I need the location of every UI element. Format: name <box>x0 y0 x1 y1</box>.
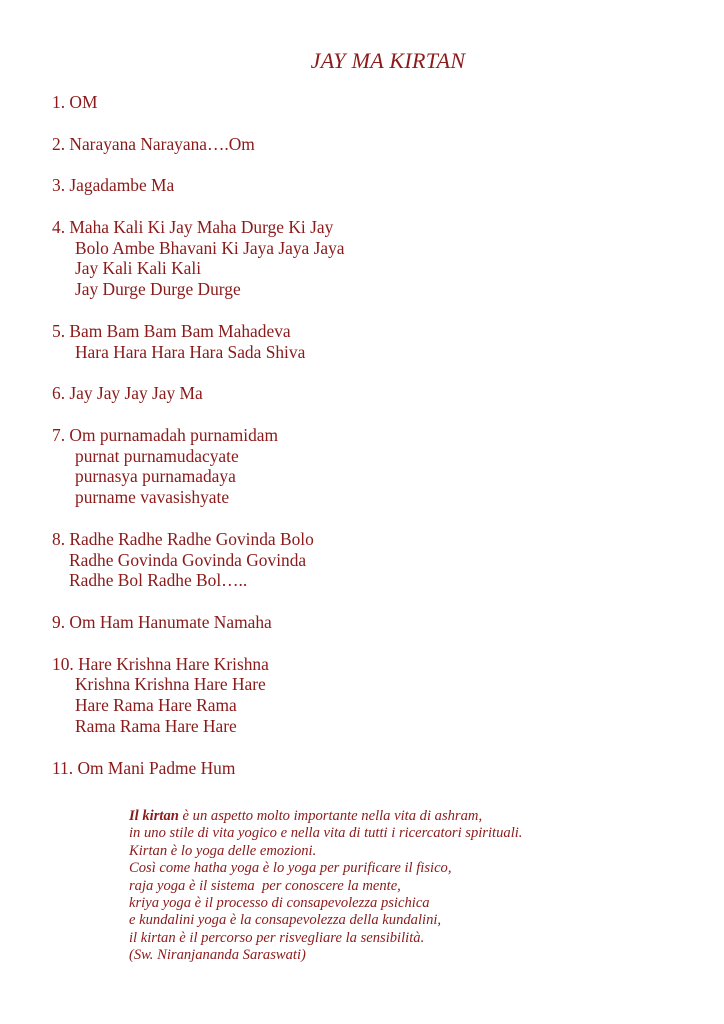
item-line: Jagadambe Ma <box>69 175 175 196</box>
list-item <box>52 425 345 508</box>
list-item <box>52 529 345 591</box>
item-line: Bolo Ambe Bhavani Ki Jaya Jaya Jaya <box>75 237 345 258</box>
item-number: 10. <box>52 653 74 674</box>
item-number: 9. <box>52 611 66 632</box>
item-line: purnat purnamudacyate <box>75 445 239 466</box>
quote-line: è un aspetto molto importante nella vita di ashram, <box>178 808 483 824</box>
list-item <box>52 175 345 196</box>
item-line: Krishna Krishna Hare Hare <box>75 674 266 695</box>
item-number: 3. <box>52 175 66 196</box>
item-line: Bam Bam Bam Bam Mahadeva <box>69 320 291 341</box>
item-line: Om purnamadah purnamidam <box>69 424 279 445</box>
quote-line: e kundalini yoga è la consapevolezza della kundalini, <box>129 912 442 929</box>
item-number: 5. <box>52 320 66 341</box>
item-line: Radhe Govinda Govinda Govinda <box>69 549 307 570</box>
quote-line: kriya yoga è il processo di consapevolezza psichica <box>129 895 430 912</box>
item-line: Jay Jay Jay Jay Ma <box>69 383 203 404</box>
item-line: Hara Hara Hara Hara Sada Shiva <box>75 341 306 362</box>
quote-line: Così come hatha yoga è lo yoga per purificare il fisico, <box>129 860 452 877</box>
item-line: Jay Durge Durge Durge <box>75 279 241 300</box>
item-number: 4. <box>52 216 66 237</box>
kirtan-quote <box>129 808 522 965</box>
list-item <box>52 321 345 363</box>
item-number: 8. <box>52 528 66 549</box>
list-item <box>52 217 345 300</box>
item-line: Jay Kali Kali Kali <box>75 258 202 279</box>
item-line: Om Ham Hanumate Namaha <box>69 611 272 632</box>
quote-line: in uno stile di vita yogico e nella vita di tutti i ricercatori spirituali. <box>129 825 523 842</box>
quote-line: il kirtan è il percorso per risvegliare la sensibilità. <box>129 929 425 946</box>
item-line: Rama Rama Hare Hare <box>75 715 237 736</box>
item-line: purname vavasishyate <box>75 487 230 508</box>
list-item <box>52 134 345 155</box>
item-line: purnasya purnamadaya <box>75 466 236 487</box>
item-line: Radhe Bol Radhe Bol….. <box>69 570 248 591</box>
item-number: 6. <box>52 383 66 404</box>
quote-line: raja yoga è il sistema per conoscere la mente, <box>129 877 401 894</box>
page-title: JAY MA KIRTAN <box>310 48 466 73</box>
quote-line: Kirtan è lo yoga delle emozioni. <box>129 842 317 859</box>
item-line: Om Mani Padme Hum <box>77 757 236 778</box>
item-line: OM <box>69 92 98 112</box>
quote-bold-lead: Il kirtan <box>129 808 179 824</box>
item-line: Narayana Narayana….Om <box>69 133 255 154</box>
kirtan-list <box>52 92 345 799</box>
list-item <box>52 758 345 779</box>
item-line: Maha Kali Ki Jay Maha Durge Ki Jay <box>69 216 334 237</box>
item-number: 1. <box>52 92 66 112</box>
item-number: 7. <box>52 424 66 445</box>
item-number: 2. <box>52 133 66 154</box>
list-item <box>52 654 345 737</box>
item-number: 11. <box>52 757 74 778</box>
item-line: Hare Rama Hare Rama <box>75 695 237 716</box>
item-line: Radhe Radhe Radhe Govinda Bolo <box>69 528 314 549</box>
quote-attribution: (Sw. Niranjananda Saraswati) <box>129 947 306 964</box>
list-item <box>52 383 345 404</box>
list-item <box>52 612 345 633</box>
item-line: Hare Krishna Hare Krishna <box>78 653 269 674</box>
list-item <box>52 92 345 113</box>
